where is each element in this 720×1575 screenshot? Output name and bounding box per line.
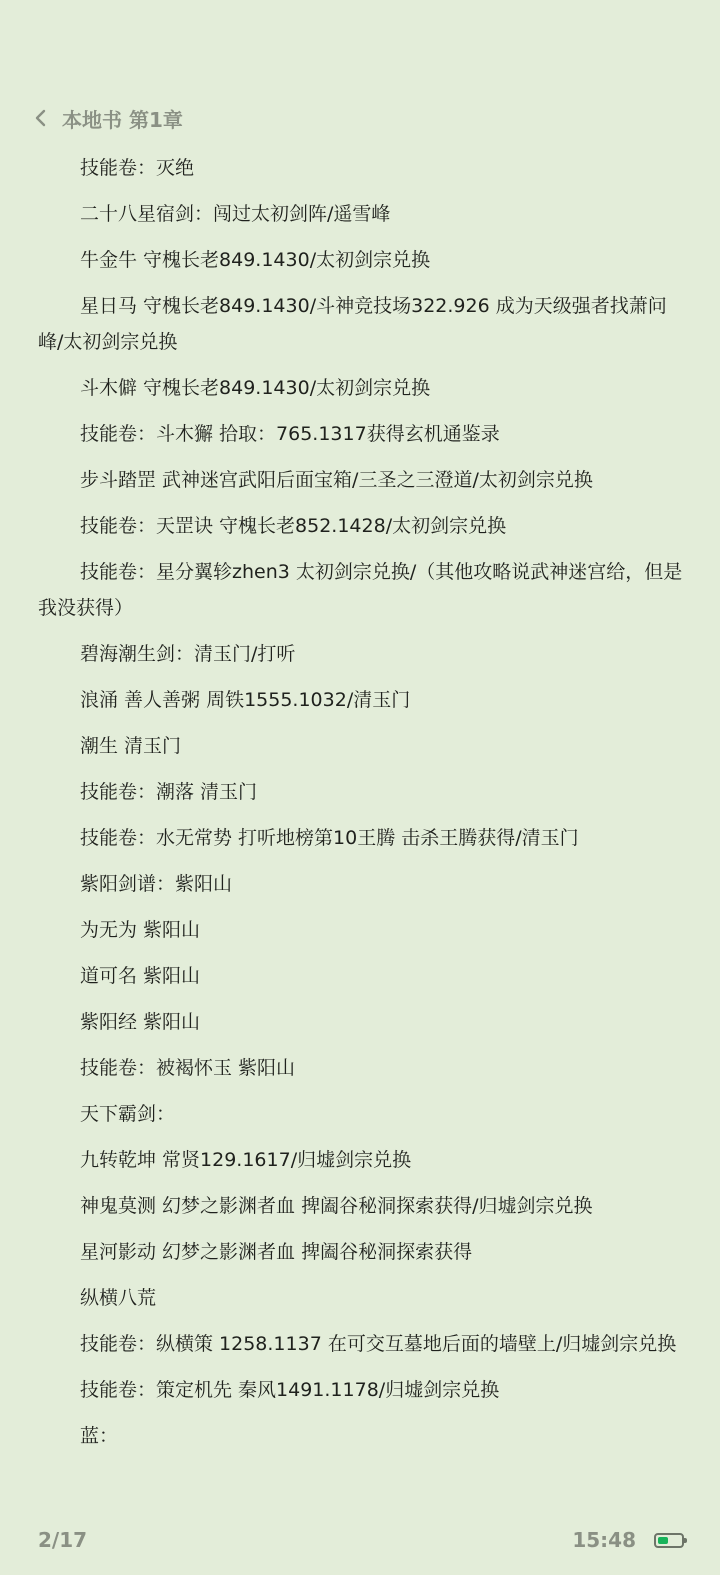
paragraph: 蓝： [80,1425,119,1447]
paragraph: 天下霸剑： [80,1103,176,1125]
paragraph: 步斗踏罡 武神迷宫武阳后面宝箱/三圣之三澄道/太初剑宗兑换 [80,469,593,491]
paragraph: 技能卷：水无常势 打听地榜第10王腾 击杀王腾获得/清玉门 [80,827,579,849]
reading-content[interactable] [38,150,684,1464]
paragraph: 浪涌 善人善粥 周铁1555.1032/清玉门 [80,689,411,711]
clock-time: 15:48 [572,1528,636,1552]
paragraph: 技能卷：被褐怀玉 紫阳山 [80,1057,296,1079]
status-group [572,1528,684,1552]
paragraph: 碧海潮生剑：清玉门/打听 [80,643,296,665]
reader-header [34,100,183,136]
book-title: 本地书 第1章 [62,107,183,132]
paragraph: 纵横八荒 [80,1287,157,1309]
paragraph: 道可名 紫阳山 [80,965,201,987]
paragraph: 技能卷：灭绝 [80,157,195,179]
paragraph: 技能卷：潮落 清玉门 [80,781,258,803]
paragraph: 二十八星宿剑：闯过太初剑阵/遥雪峰 [80,203,391,225]
paragraph: 斗木僻 守槐长老849.1430/太初剑宗兑换 [80,377,431,399]
paragraph: 技能卷：斗木獬 拾取：765.1317获得玄机通鉴录 [80,423,500,445]
paragraph: 牛金牛 守槐长老849.1430/太初剑宗兑换 [80,249,431,271]
paragraph: 为无为 紫阳山 [80,919,201,941]
paragraph: 星河影动 幻梦之影渊者血 捭阖谷秘洞探索获得 [80,1241,473,1263]
battery-icon [654,1533,684,1548]
battery-level [658,1537,668,1544]
page-indicator: 2/17 [38,1528,88,1552]
paragraph: 技能卷：天罡诀 守槐长老852.1428/太初剑宗兑换 [80,515,507,537]
paragraph: 技能卷：纵横策 1258.1137 在可交互墓地后面的墙壁上/归墟剑宗兑换 [80,1333,677,1355]
paragraph: 技能卷：星分翼轸zhen3 太初剑宗兑换/（其他攻略说武神迷宫给，但是我没获得） [38,561,683,619]
paragraph: 九转乾坤 常贤129.1617/归墟剑宗兑换 [80,1149,412,1171]
status-footer [38,1525,684,1555]
paragraph: 紫阳剑谱：紫阳山 [80,873,233,895]
paragraph: 星日马 守槐长老849.1430/斗神竞技场322.926 成为天级强者找萧问峰/太初剑宗兑换 [38,295,667,353]
paragraph: 神鬼莫测 幻梦之影渊者血 捭阖谷秘洞探索获得/归墟剑宗兑换 [80,1195,593,1217]
chevron-left-icon[interactable] [34,107,56,129]
paragraph: 紫阳经 紫阳山 [80,1011,201,1033]
paragraph: 技能卷：策定机先 秦风1491.1178/归墟剑宗兑换 [80,1379,500,1401]
paragraph: 潮生 清玉门 [80,735,182,757]
